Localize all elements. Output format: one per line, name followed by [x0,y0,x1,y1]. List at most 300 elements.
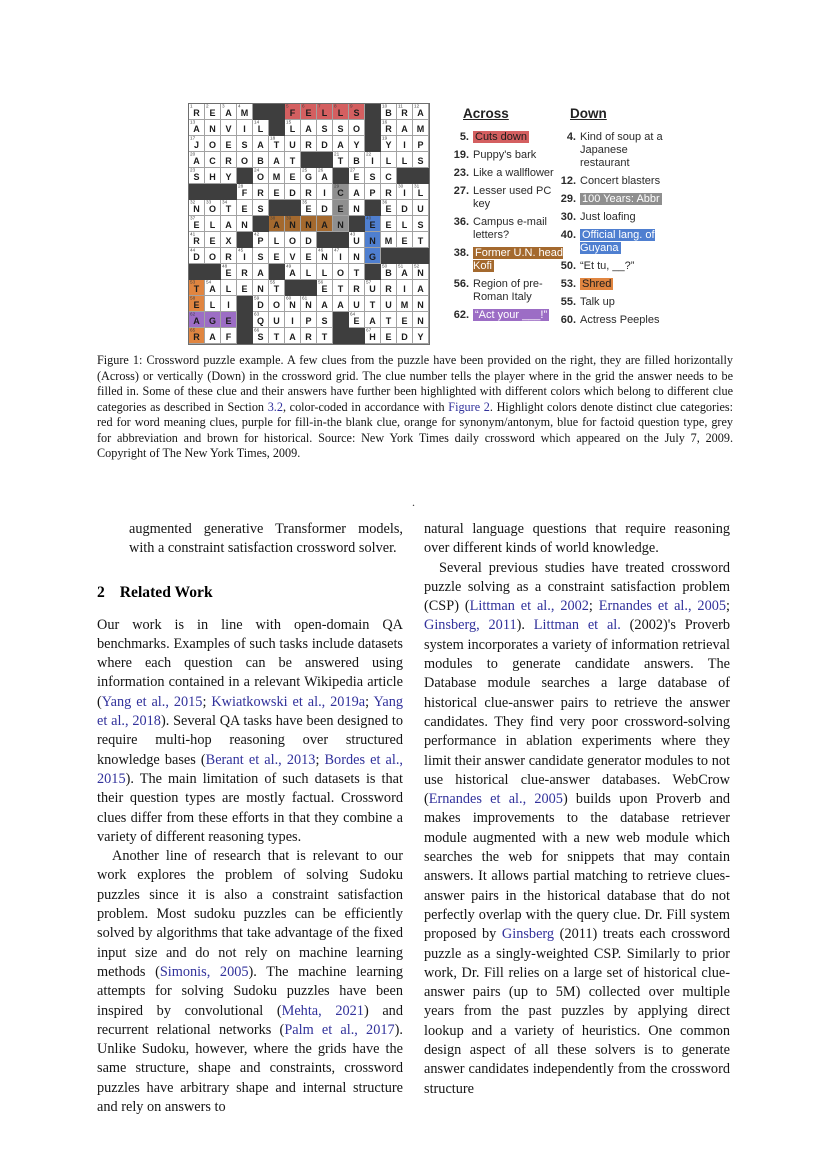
grid-cell-black [285,280,301,296]
section-title: Related Work [119,583,213,601]
paragraph [424,559,730,1099]
grid-cell [397,216,413,232]
grid-cell [413,280,429,296]
cell-letter: N [417,267,424,278]
text-run: ). Several QA tasks have been designed to require multi-hop reasoning over structured knowledge bases ( [97,713,403,768]
grid-cell [221,312,237,328]
grid-cell [381,296,397,312]
cell-letter: L [401,219,408,230]
cell-letter: N [353,203,360,214]
cell-letter: N [321,251,328,262]
text-run: ). The main limitation of such datasets is that their question types are mostly factual. Crossword clues differ from these efforts in that they combine a variety of different reasoning types. [97,770,403,845]
grid-cell [189,104,205,120]
cell-letter: E [305,107,312,118]
clue-number: 40. [560,229,576,241]
cell-number: 11 [398,103,403,109]
cell-number: 29 [334,183,340,189]
text-run: ) and recurrent relational networks ( [97,1002,403,1038]
cell-letter: J [193,139,199,150]
grid-cell [413,264,429,280]
grid-cell [381,136,397,152]
grid-cell [269,232,285,248]
clue-item [556,131,678,170]
grid-cell [349,184,365,200]
cell-letter: G [304,171,312,182]
grid-cell [317,312,333,328]
cell-letter: E [225,267,232,278]
clue-number: 36. [453,216,469,228]
grid-cell [189,328,205,344]
grid-cell [253,280,269,296]
clue-item [556,278,678,291]
cell-number: 38 [270,215,276,221]
cell-letter: D [321,203,328,214]
grid-cell [237,184,253,200]
cell-letter: A [337,299,344,310]
grid-cell [205,280,221,296]
citation-link[interactable]: Yang et al., 2018 [97,693,404,730]
text-run: natural language questions that require reasoning over different kinds of world knowledge. [424,521,730,557]
cell-letter: I [371,155,374,166]
cell-letter: E [241,283,248,294]
cell-letter: U [417,203,424,214]
cell-letter: I [403,139,406,150]
grid-cell [397,120,413,136]
cell-letter: E [353,315,360,326]
cell-letter: E [273,251,280,262]
citation-link[interactable]: Ernandes et al., 2005 [598,598,727,615]
cell-letter: C [337,187,344,198]
grid-cell-black [365,136,381,152]
grid-cell [381,200,397,216]
cell-number: 3 [222,103,225,109]
grid-cell-black [365,200,381,216]
cell-letter: R [225,155,232,166]
grid-cell [413,328,429,344]
grid-cell-black [333,312,349,328]
text-run: (2011) treats each crossword puzzle as a singly-weighted CSP. Similarly to prior work, Dr. Fill relies on a large set of historical clue-answer pairs (up to 5M) collected over multiple years from the past puzzles by applying direct lookup and a variety of heuristics. One common design aspect of all these solvers is to generate answer candidates independently from the crossword structure [424,926,730,1097]
grid-cell-black [189,264,205,280]
grid-cell [381,232,397,248]
cell-letter: L [257,123,264,134]
grid-cell [205,248,221,264]
grid-cell [317,104,333,120]
crossword-grid [188,103,430,345]
clue-highlight-blue: Official lang. of Guyana [580,229,655,254]
clue-text: Lesser used PC key [473,185,552,210]
cell-letter: A [337,139,344,150]
citation-link[interactable]: Simonis, 2005 [159,963,249,980]
cell-letter: I [227,299,230,310]
cell-letter: N [241,219,248,230]
cell-letter: A [225,107,232,118]
grid-cell [269,136,285,152]
cell-letter: Y [353,139,360,150]
cell-number: 27 [350,167,356,173]
clue-item [449,149,567,162]
cell-letter: S [193,171,200,182]
cell-letter: E [385,219,392,230]
citation-link[interactable]: Ernandes et al., 2005 [428,791,563,808]
text-run: ; [726,598,730,615]
cell-letter: L [225,283,232,294]
clue-highlight-red: Cuts down [475,131,527,143]
cell-letter: M [240,107,249,118]
grid-cell [365,168,381,184]
cell-letter: R [353,283,360,294]
cell-letter: O [288,235,296,246]
grid-cell [365,232,381,248]
cell-number: 56 [318,279,324,285]
cell-number: 14 [254,119,260,125]
grid-cell [317,136,333,152]
grid-cell-black [413,248,429,264]
clue-text [473,131,567,144]
grid-cell [381,328,397,344]
grid-cell-black [381,248,397,264]
cell-letter: O [208,203,216,214]
cell-number: 57 [366,279,372,285]
cell-number: 19 [382,135,388,141]
cell-letter: S [337,123,344,134]
cell-number: 10 [382,103,388,109]
clue-item [556,193,678,206]
grid-cell [221,280,237,296]
figure-caption [97,353,733,462]
cell-letter: R [385,187,392,198]
text-run: ). [516,617,534,634]
cell-number: 7 [318,103,321,109]
cell-letter: E [385,331,392,342]
cell-letter: M [416,123,425,134]
grid-cell-black [237,232,253,248]
citation-link[interactable]: Littman et al., 2002 [469,598,589,615]
cell-number: 42 [254,231,260,237]
citation-link[interactable]: Berant et al., 2013 [205,751,316,768]
grid-cell [285,264,301,280]
across-header: Across [463,106,509,121]
grid-cell [253,312,269,328]
cell-number: 6 [302,103,305,109]
cell-number: 22 [366,151,372,157]
cell-number: 18 [270,135,276,141]
cell-letter: I [243,123,246,134]
clue-item [449,131,567,144]
text-run: , color-coded in accordance with [282,399,449,414]
grid-cell [285,120,301,136]
cell-letter: S [369,171,376,182]
grid-cell [205,136,221,152]
grid-cell [205,152,221,168]
cell-letter: L [417,187,424,198]
grid-cell [285,104,301,120]
citation-link[interactable]: Bordes et al., 2015 [97,751,403,787]
grid-cell [317,168,333,184]
grid-cell [237,120,253,136]
grid-cell [333,120,349,136]
text-run: ). Unlike Sudoku, however, where the grids have the same structure, shape and constraints, crossword puzzles have arbitrary shape and internal structure and rely on answers to [97,1021,403,1116]
cell-letter: N [289,299,296,310]
cell-letter: E [241,203,248,214]
cell-number: 36 [382,199,388,205]
text-run: . Highlight colors denote distinct clue categories: red for word meaning clues, purple for fill-in-the blank clue, orange for synonym/antonym, blue for factoid question type, grey for abbreviation and brown for historical. Source: New York Times daily crossword which appeared on the July 7, 2009. Copyright of The New York Times, 2009. [97,399,733,460]
left-column [97,520,403,1117]
citation-link[interactable]: Littman et al. [533,617,621,634]
cell-letter: F [241,187,248,198]
cell-letter: I [403,283,406,294]
cell-letter: F [225,331,232,342]
cell-number: 17 [190,135,196,141]
cell-number: 53 [190,279,196,285]
citation-link[interactable]: Kwiatkowski et al., 2019a [211,693,366,710]
cell-letter: D [257,299,264,310]
cell-letter: A [401,267,408,278]
grid-cell [301,136,317,152]
citation-link[interactable]: 3.2 [267,399,283,414]
clue-number: 5. [459,131,469,143]
cell-letter: B [385,267,392,278]
grid-cell [205,232,221,248]
grid-cell [189,296,205,312]
cell-letter: M [400,299,409,310]
cell-letter: O [208,251,216,262]
citation-link[interactable]: Figure 2 [448,399,490,414]
grid-cell [269,296,285,312]
cell-letter: T [337,155,344,166]
grid-cell [301,248,317,264]
grid-cell-black [349,216,365,232]
cell-letter: L [401,155,408,166]
cell-number: 47 [334,247,340,253]
grid-cell-black [317,152,333,168]
grid-cell [269,312,285,328]
grid-cell [301,312,317,328]
cell-letter: A [401,123,408,134]
grid-cell [189,312,205,328]
cell-letter: T [337,283,344,294]
grid-cell [253,168,269,184]
cell-letter: U [353,235,360,246]
cell-letter: A [417,283,424,294]
cell-letter: Y [385,139,392,150]
grid-cell [349,104,365,120]
text-run: ; [588,598,599,615]
clue-text: Region of pre-Roman Italy [473,278,543,303]
cell-letter: A [369,315,376,326]
grid-cell [253,136,269,152]
grid-cell [253,296,269,312]
grid-cell-black [253,216,269,232]
grid-cell [221,296,237,312]
grid-cell [221,152,237,168]
clue-highlight-orange: Shred [582,278,612,290]
grid-cell-black [413,168,429,184]
cell-letter: B [257,155,264,166]
cell-letter: P [305,315,312,326]
cell-letter: A [209,331,216,342]
grid-cell [269,152,285,168]
citation-link[interactable]: Yang et al., 2015 [101,693,203,710]
cell-letter: L [385,155,392,166]
cell-letter: S [257,203,264,214]
cell-number: 13 [190,119,196,125]
citation-link[interactable]: Ginsberg, 2011 [424,617,517,634]
text-run: Our work is in line with open-domain QA benchmarks. Examples of such tasks include datasets where each question can be answered using information contained in a relevant Wikipedia article ( [97,616,403,710]
across-clue-list [449,131,567,322]
grid-cell-black [285,200,301,216]
right-column [424,520,730,1099]
cell-letter: R [401,107,408,118]
grid-cell [349,248,365,264]
clue-text: Campus e-mail letters? [473,216,547,241]
cell-number: 46 [318,247,324,253]
grid-cell-black [237,296,253,312]
clue-number: 38. [453,247,469,259]
grid-cell [237,136,253,152]
cell-letter: L [321,267,328,278]
cell-number: 52 [414,263,420,269]
grid-cell [237,200,253,216]
grid-cell [205,104,221,120]
cell-letter: E [289,171,296,182]
grid-cell [285,232,301,248]
grid-cell [397,184,413,200]
cell-letter: U [369,283,376,294]
cell-number: 48 [222,263,228,269]
grid-cell-black [237,328,253,344]
cell-letter: S [417,219,424,230]
clue-item [449,216,567,242]
grid-cell [413,200,429,216]
grid-cell [253,232,269,248]
grid-cell [301,232,317,248]
grid-cell [365,184,381,200]
grid-cell [189,136,205,152]
cell-number: 2 [206,103,209,109]
grid-cell [317,120,333,136]
cell-letter: A [321,171,328,182]
cell-letter: B [353,155,360,166]
citation-link[interactable]: Mehta, 2021 [281,1002,364,1019]
cell-letter: A [193,315,200,326]
citation-link[interactable]: Ginsberg [501,926,555,943]
cell-letter: A [273,219,280,230]
grid-cell [333,104,349,120]
grid-cell [301,184,317,200]
cell-number: 25 [302,167,308,173]
cell-letter: A [193,155,200,166]
grid-cell [189,168,205,184]
cell-letter: F [289,107,296,118]
cell-letter: I [323,187,326,198]
grid-cell [269,248,285,264]
grid-cell [349,280,365,296]
grid-cell [413,104,429,120]
grid-cell [189,232,205,248]
grid-cell [205,120,221,136]
cell-number: 30 [398,183,404,189]
grid-cell [285,152,301,168]
text-run: Several previous studies have treated crossword puzzle solving as a constraint satisfaction problem (CSP) ( [424,559,730,615]
grid-cell [221,120,237,136]
grid-cell [221,328,237,344]
text-run: ) builds upon Proverb and makes improvements to the database retriever module augmented with a new web module which searches the web for snippets that may contain answers. It allows partial matching to retrieve clues-answer pairs in the historical database that do not perfectly overlap with the query clue. Dr. Fill system proposed by [424,791,731,943]
cell-letter: D [193,251,200,262]
cell-number: 43 [350,231,356,237]
grid-cell-black [333,232,349,248]
grid-cell [349,136,365,152]
cell-number: 51 [398,263,404,269]
grid-cell [349,200,365,216]
cell-letter: D [305,235,312,246]
grid-cell [381,312,397,328]
cell-letter: E [337,203,344,214]
cell-letter: N [209,123,216,134]
clue-highlight-purple: “Act your ___!” [475,309,548,321]
clue-item [556,229,678,255]
cell-letter: H [209,171,216,182]
cell-letter: A [417,107,424,118]
grid-cell [269,216,285,232]
cell-letter: O [256,171,264,182]
citation-link[interactable]: Palm et al., 2017 [284,1021,395,1038]
cell-letter: A [321,219,328,230]
grid-cell-black [317,232,333,248]
cell-number: 32 [190,199,196,205]
paragraph [424,520,730,559]
grid-cell [285,168,301,184]
grid-cell [205,216,221,232]
grid-cell [333,200,349,216]
grid-cell-black [205,264,221,280]
grid-cell [285,296,301,312]
grid-cell-black [269,104,285,120]
grid-cell [221,232,237,248]
cell-letter: X [225,235,232,246]
cell-letter: U [273,315,280,326]
cell-letter: R [241,267,248,278]
cell-number: 15 [286,119,292,125]
clue-text: Concert blasters [580,175,661,187]
cell-letter: E [193,299,200,310]
grid-cell [285,312,301,328]
grid-cell [205,200,221,216]
grid-cell-black [221,184,237,200]
cell-letter: E [209,107,216,118]
clue-item [449,309,567,322]
clue-number: 19. [453,149,469,161]
grid-cell [253,152,269,168]
paragraph [97,847,403,1117]
grid-cell [365,216,381,232]
cell-letter: U [353,299,360,310]
grid-cell [333,264,349,280]
grid-cell [381,168,397,184]
section-number: 2 [97,583,105,601]
grid-cell [365,296,381,312]
clue-highlight-brown: Former U.N. head Kofi [473,247,564,272]
clue-item [449,278,567,304]
grid-cell [413,296,429,312]
cell-letter: R [305,187,312,198]
grid-cell [221,168,237,184]
cell-letter: C [385,171,392,182]
cell-letter: R [225,251,232,262]
grid-cell-black [253,104,269,120]
cell-letter: S [241,139,248,150]
grid-cell [301,328,317,344]
cell-letter: P [257,235,264,246]
